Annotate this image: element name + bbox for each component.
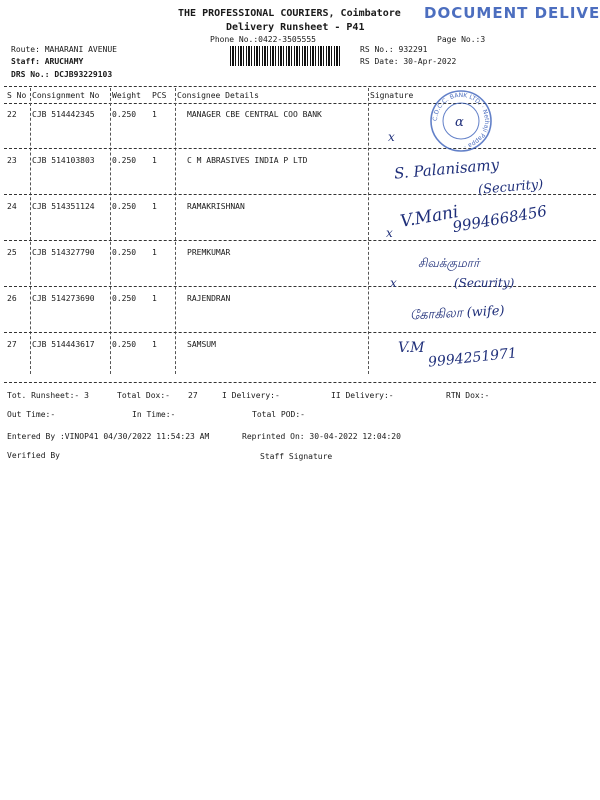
cell-consignee: PREMKUMAR: [187, 248, 231, 257]
cell-weight: 0.250: [112, 156, 137, 165]
cell-weight: 0.250: [112, 340, 137, 349]
cell-consignee: RAJENDRAN: [187, 294, 231, 303]
runsheet-subtitle: Delivery Runsheet - P41: [226, 22, 365, 33]
rtn-dox: RTN Dox:-: [446, 391, 490, 400]
table-header-rule: [4, 103, 596, 104]
rs-date-value: 30-Apr-2022: [403, 57, 457, 66]
cell-consignee: RAMAKRISHNAN: [187, 202, 245, 211]
rs-date-line: [360, 57, 456, 66]
cell-pcs: 1: [152, 340, 157, 349]
cell-consignment: CJB 514443617: [32, 340, 95, 349]
signature-row27-initials: V.M: [398, 340, 425, 356]
cell-sno: 25: [7, 248, 17, 257]
bank-seal-stamp: [428, 88, 494, 154]
reprinted-on: Reprinted On: 30-04-2022 12:04:20: [242, 432, 401, 441]
total-runsheet: Tot. Runsheet:- 3: [7, 391, 89, 400]
cell-sno: 23: [7, 156, 17, 165]
route-line: [11, 45, 117, 54]
total-dox-value: 27: [188, 391, 198, 400]
signature-row24-name: V.Mani: [398, 202, 460, 232]
drs-value: DCJB93229103: [54, 70, 113, 79]
cell-weight: 0.250: [112, 202, 137, 211]
bank-seal-ring-text: C.D.C.C. BANK LTD. · Nethaji Pappa ·: [431, 91, 491, 150]
cell-consignee: SAMSUM: [187, 340, 216, 349]
phone-number: Phone No.:0422-3505555: [210, 35, 316, 44]
mark-x-row22: x: [388, 130, 395, 144]
cell-weight: 0.250: [112, 294, 137, 303]
cell-pcs: 1: [152, 202, 157, 211]
cell-sno: 22: [7, 110, 17, 119]
col-header-weight: Weight: [112, 91, 141, 100]
i-delivery: I Delivery:-: [222, 391, 280, 400]
cell-sno: 26: [7, 294, 17, 303]
ii-delivery: II Delivery:-: [331, 391, 394, 400]
mark-x-row24: x: [386, 226, 393, 240]
col-header-pcs: PCS: [152, 91, 167, 100]
entered-by: Entered By :VINOP41 04/30/2022 11:54:23 AM: [7, 432, 210, 441]
rs-date-label: RS Date:: [360, 57, 399, 66]
signature-row23-designation: (Security): [477, 177, 544, 198]
cell-consignment: CJB 514103803: [32, 156, 95, 165]
cell-weight: 0.250: [112, 110, 137, 119]
page-number: Page No.:3: [437, 35, 486, 44]
barcode-graphic: [230, 46, 342, 66]
cell-sno: 27: [7, 340, 17, 349]
cell-consignee: C M ABRASIVES INDIA P LTD: [187, 156, 308, 165]
cell-consignment: CJB 514327790: [32, 248, 95, 257]
signature-row24-phone: 9994668456: [451, 201, 549, 237]
cell-consignment: CJB 514442345: [32, 110, 95, 119]
cell-pcs: 1: [152, 248, 157, 257]
col-header-consignee: Consignee Details: [177, 91, 259, 100]
svg-text:α: α: [455, 115, 464, 130]
out-time: Out Time:-: [7, 410, 56, 419]
rs-no-value: 932291: [398, 45, 428, 54]
cell-weight: 0.250: [112, 248, 137, 257]
signature-row23-name: S. Palanisamy: [393, 155, 500, 183]
col-header-consignment: Consignment No: [32, 91, 100, 100]
drs-label: DRS No.:: [11, 70, 50, 79]
staff-label: Staff:: [11, 57, 40, 66]
staff-line: [11, 57, 83, 66]
signature-row25-name: சிவக்குமார்: [418, 256, 480, 270]
mark-x-row25: x: [390, 276, 397, 290]
total-pod: Total POD:-: [252, 410, 305, 419]
col-header-signature: Signature: [370, 91, 414, 100]
staff-value: ARUCHAMY: [44, 57, 84, 66]
signature-row27-phone: 9994251971: [427, 345, 518, 371]
company-title: THE PROFESSIONAL COURIERS, Coimbatore: [178, 8, 401, 19]
cell-sno: 24: [7, 202, 17, 211]
table-top-rule: [4, 86, 596, 87]
signature-row25-designation: (Security): [454, 276, 515, 290]
route-value: MAHARANI AVENUE: [44, 45, 117, 54]
document-delivery-stamp: DOCUMENT DELIVE: [424, 4, 600, 22]
drs-line: [11, 70, 112, 79]
col-header-sno: S No: [7, 91, 27, 100]
total-dox-label: Total Dox:-: [117, 391, 170, 400]
cell-consignment: CJB 514351124: [32, 202, 95, 211]
table-bottom-rule: [4, 382, 596, 383]
signature-row26: கோகிலா (wife): [409, 303, 505, 324]
cell-pcs: 1: [152, 156, 157, 165]
row-separator: [4, 148, 596, 149]
in-time: In Time:-: [132, 410, 176, 419]
staff-signature: Staff Signature: [260, 452, 333, 461]
row-separator: [4, 240, 596, 241]
rs-no-line: [360, 45, 427, 54]
rs-no-label: RS No.:: [360, 45, 394, 54]
cell-pcs: 1: [152, 294, 157, 303]
cell-consignment: CJB 514273690: [32, 294, 95, 303]
row-separator: [4, 332, 596, 333]
cell-pcs: 1: [152, 110, 157, 119]
route-label: Route:: [11, 45, 40, 54]
cell-consignee: MANAGER CBE CENTRAL COO BANK: [187, 110, 322, 119]
verified-by: Verified By: [7, 451, 60, 460]
